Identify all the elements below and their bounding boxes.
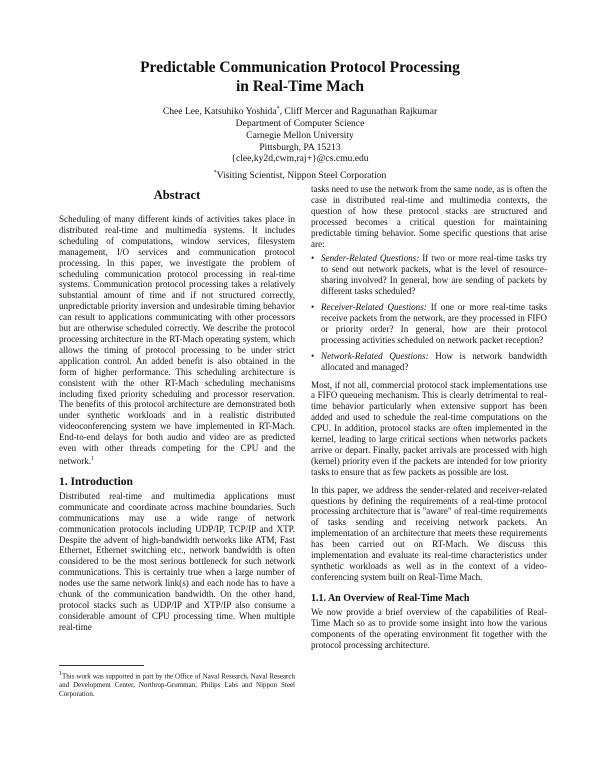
email: {clee,ky2d,cwm,raj+}@cs.cmu.edu [231, 153, 369, 165]
abstract-body: Scheduling of many different kinds of activities takes place in distributed real-time and multimedia systems. It includes scheduling of computations, window services, filesystem management, I/O services and communication protocol processing. In this paper, we investigate the problem of scheduling communication protocol processing in real-time systems. Communication protocol processing takes a relatively substantial amount of time and if not structured correctly, unpredictable priority inversion and undesirable timing behavior can result to applications communicating with other processors but are otherwise scheduled correctly. We describe the protocol processing architecture in the RT-Mach operating system, which allows the timing of protocol processing to be under strict application control. An added benefit is also obtained in the form of higher performance. This scheduling architecture is consistent with the other RT-Mach scheduling mechanisms including fixed priority scheduling and processor reservation. The benefits of this protocol architecture are demonstrated both under synthetic workloads and in a realistic distributed videoconferencing system we have implemented in RT-Mach. End-to-end delays for both audio and video are as predicted even with other threads competing for the CPU and the network. [59, 214, 295, 466]
title-line-1: Predictable Communication Protocol Processing [140, 59, 460, 76]
right-paragraph-3: In this paper, we address the sender-related and receiver-related questions by defining the requirements of a real-time protocol processing architecture that is "aware" of real-time requirements of tasks sending and receiving network packets. An implementation of an architecture that meets these requirements has been carried out on RT-Mach. We discuss this implementation and evaluate its real-time characteristics under synthetic workloads as well as in the context of a video-conferencing system built on Real-Time Mach. [311, 484, 547, 582]
overview-heading: 1.1. An Overview of Real-Time Mach [311, 592, 470, 604]
network-questions-text: How is network bandwidth allocated and managed? [321, 350, 548, 372]
author-names-post: , Cliff Mercer and Ragunathan Rajkumar [279, 106, 438, 118]
abstract-footnote-marker: 1 [91, 455, 95, 462]
network-questions-label: Network-Related Questions: [321, 350, 429, 361]
footnote-text: This work was supported in part by the Office of Naval Research, Naval Research and Development Center, Northrop-Grumman, Philips Labs and Nippon Steel Corporation. [59, 672, 295, 699]
sender-questions-label: Sender-Related Questions: [321, 253, 420, 264]
author-names-pre: Chee Lee, Katsuhiko Yoshida [162, 106, 277, 118]
receiver-questions-label: Receiver-Related Questions: [321, 302, 427, 313]
author-names [0, 104, 600, 118]
right-column [311, 184, 547, 650]
visiting-marker: * [276, 106, 280, 112]
left-column [59, 184, 295, 633]
question-list [311, 253, 547, 372]
intro-text: Distributed real-time and multimedia applications must communicate and coordinate across machine boundaries. Such communications may use a wide range of network communication protocols including UDP/IP, TCP/IP and XTP. Despite the advent of high-bandwidth networks like ATM, Fast Ethernet, Ethernet switching etc., network bandwidth is often considered to be the most serious bottleneck for such network communications. This is certainly true when a large number of nodes use the same network link(s) and each node has to have a chunk of the communication bandwidth. On the other hand, protocol stacks such as UDP/IP and XTP/IP also consume a considerable amount of CPU processing time. When multiple real-time [59, 490, 295, 632]
footnote [59, 670, 295, 699]
receiver-questions-text: If one or more real-time tasks receive packets from the network, are they processed in FIFO or priority order? In general, how are their protocol processing activities scheduled on network packet reception? [321, 302, 548, 345]
city: Pittsburgh, PA 15213 [259, 141, 341, 153]
visiting-note-text: Visiting Scientist, Nippon Steel Corporation [216, 170, 387, 182]
right-paragraph-4: We now provide a brief overview of the capabilities of Real-Time Mach so as to provide some insight into how the various components of the operating environment fit together with the protocol processing architecture. [311, 606, 547, 650]
bullet-icon: • [311, 302, 315, 313]
list-item [311, 302, 547, 346]
abstract-heading: Abstract [153, 188, 201, 202]
visiting-note [0, 170, 600, 181]
bullet-icon: • [311, 253, 315, 264]
department: Department of Computer Science [235, 117, 365, 129]
footnote-rule [59, 665, 144, 666]
intro-heading: 1. Introduction [59, 475, 133, 488]
bullet-icon: • [311, 350, 315, 361]
sender-questions-text: If two or more real-time tasks try to send out network packets, what is the level of resource-sharing involved? In general, how are sending of packets by different tasks scheduled? [321, 253, 547, 297]
list-item [311, 351, 547, 373]
abstract-text [59, 214, 295, 467]
author-block [0, 104, 600, 165]
visiting-note-marker: * [213, 170, 217, 176]
list-item [311, 253, 547, 297]
right-paragraph-2: Most, if not all, commercial protocol stack implementations use a FIFO queueing mechanism. This is clearly detrimental to real-time behavior particularly when extensive support has been added and used to schedule the real-time computations on the CPU. In addition, protocol stacks are often implemented in the kernel, leading to large critical sections when networks packets arrive or depart. Finally, packet arrivals are processed with high (kernel) priority even if the packets are intended for low priority tasks to ensure that as few packets as possible are lost. [311, 379, 547, 477]
footnote-marker: 1 [59, 671, 62, 677]
title-line-2: in Real-Time Mach [235, 78, 364, 95]
right-paragraph-1: tasks need to use the network from the same node, as is often the case in distributed real-time and multimedia contexts, the question of how these protocol stacks are structured and processed becomes a critical question for maintaining predictable timing behavior. Some specific questions that arise are: [311, 184, 547, 249]
university: Carnegie Mellon University [246, 129, 354, 141]
paper-title [0, 58, 600, 96]
